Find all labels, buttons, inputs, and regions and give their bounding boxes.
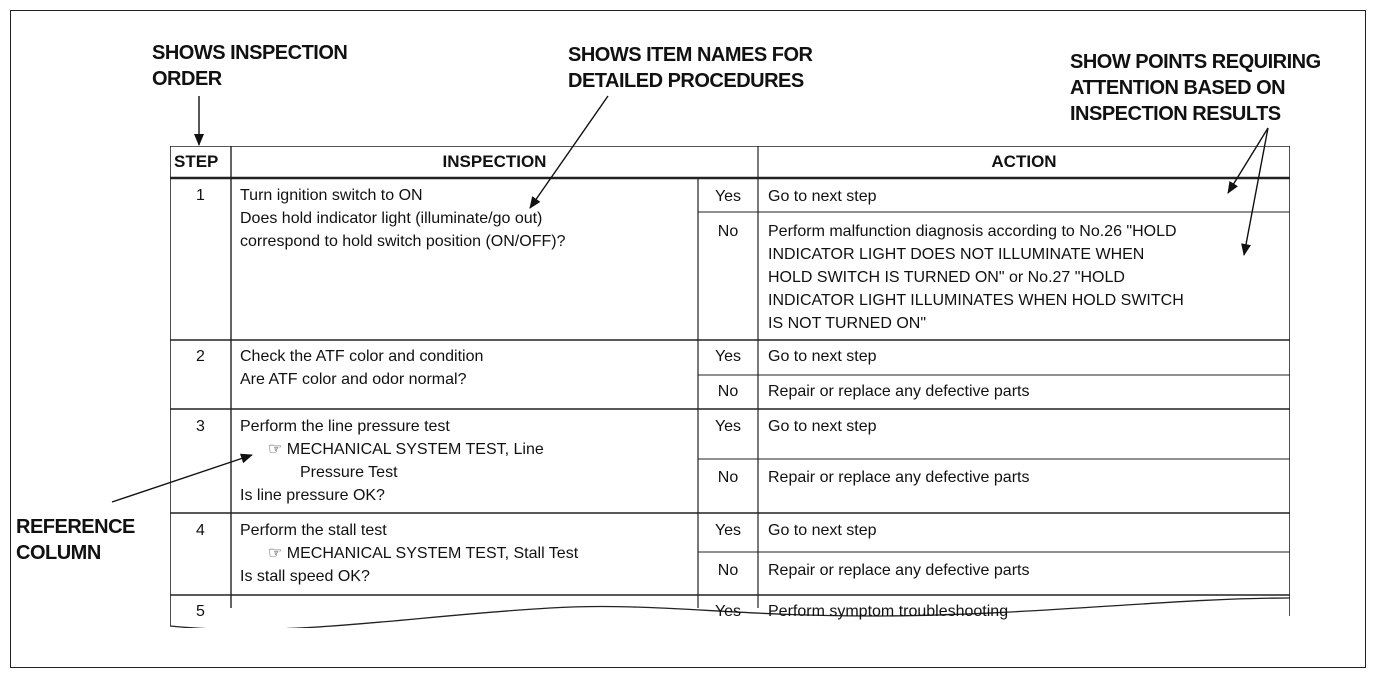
yes-action: Go to next step [768, 418, 877, 435]
callout-inspection-order: SHOWS INSPECTION ORDER [152, 42, 348, 90]
header-inspection: INSPECTION [442, 152, 547, 171]
callout-item-names: SHOWS ITEM NAMES FOR DETAILED PROCEDURES [568, 44, 813, 92]
yes-label: Yes [714, 418, 742, 435]
callout-attention-points: SHOW POINTS REQUIRING ATTENTION BASED ON INSPECTION RESULTS [1070, 51, 1321, 125]
inspection-text: Check the ATF color and condition Are ATF color and odor normal? [240, 348, 484, 388]
inspection-text: Perform the line pressure test ☞ MECHANICAL SYSTEM TEST, Line Pressure Test Is line pressure OK? [240, 418, 544, 504]
step-number: 3 [196, 418, 205, 435]
no-action: Repair or replace any defective parts [768, 383, 1030, 400]
callout-reference-column: REFERENCE COLUMN [16, 516, 135, 564]
troubleshooting-table [170, 146, 1290, 628]
yes-action: Go to next step [768, 348, 877, 365]
step-number: 4 [196, 522, 205, 539]
header-step: STEP [174, 152, 219, 171]
yes-label: Yes [714, 348, 742, 365]
no-label: No [717, 562, 739, 579]
no-label: No [717, 223, 739, 240]
yes-label: Yes [714, 188, 742, 205]
step-number: 2 [196, 348, 205, 365]
no-action: Repair or replace any defective parts [768, 469, 1030, 486]
step-number: 5 [196, 603, 205, 620]
yes-action: Go to next step [768, 522, 877, 539]
yes-label: Yes [714, 603, 742, 620]
yes-action: Go to next step [768, 188, 877, 205]
no-label: No [717, 469, 739, 486]
no-action: Repair or replace any defective parts [768, 562, 1030, 579]
reference-hand-icon: ☞ [268, 441, 283, 458]
yes-action: Perform symptom troubleshooting [768, 603, 1009, 620]
inspection-text: Turn ignition switch to ON Does hold indicator light (illuminate/go out) correspond to hold switch position (ON/OFF)? [240, 187, 566, 250]
yes-label: Yes [714, 522, 742, 539]
step-number: 1 [196, 187, 205, 204]
inspection-text: Perform the stall test ☞ MECHANICAL SYSTEM TEST, Stall Test Is stall speed OK? [240, 522, 579, 585]
no-label: No [717, 383, 739, 400]
no-action: Perform malfunction diagnosis according to No.26 "HOLD INDICATOR LIGHT DOES NOT ILLUMINATE WHEN HOLD SWITCH IS TURNED ON" or No.27 "HOLD INDICATOR LIGHT ILLUMINATES WHEN HOLD SWITCH IS NOT TURNED ON" [768, 223, 1184, 332]
header-action: ACTION [991, 152, 1057, 171]
reference-hand-icon: ☞ [268, 545, 283, 562]
